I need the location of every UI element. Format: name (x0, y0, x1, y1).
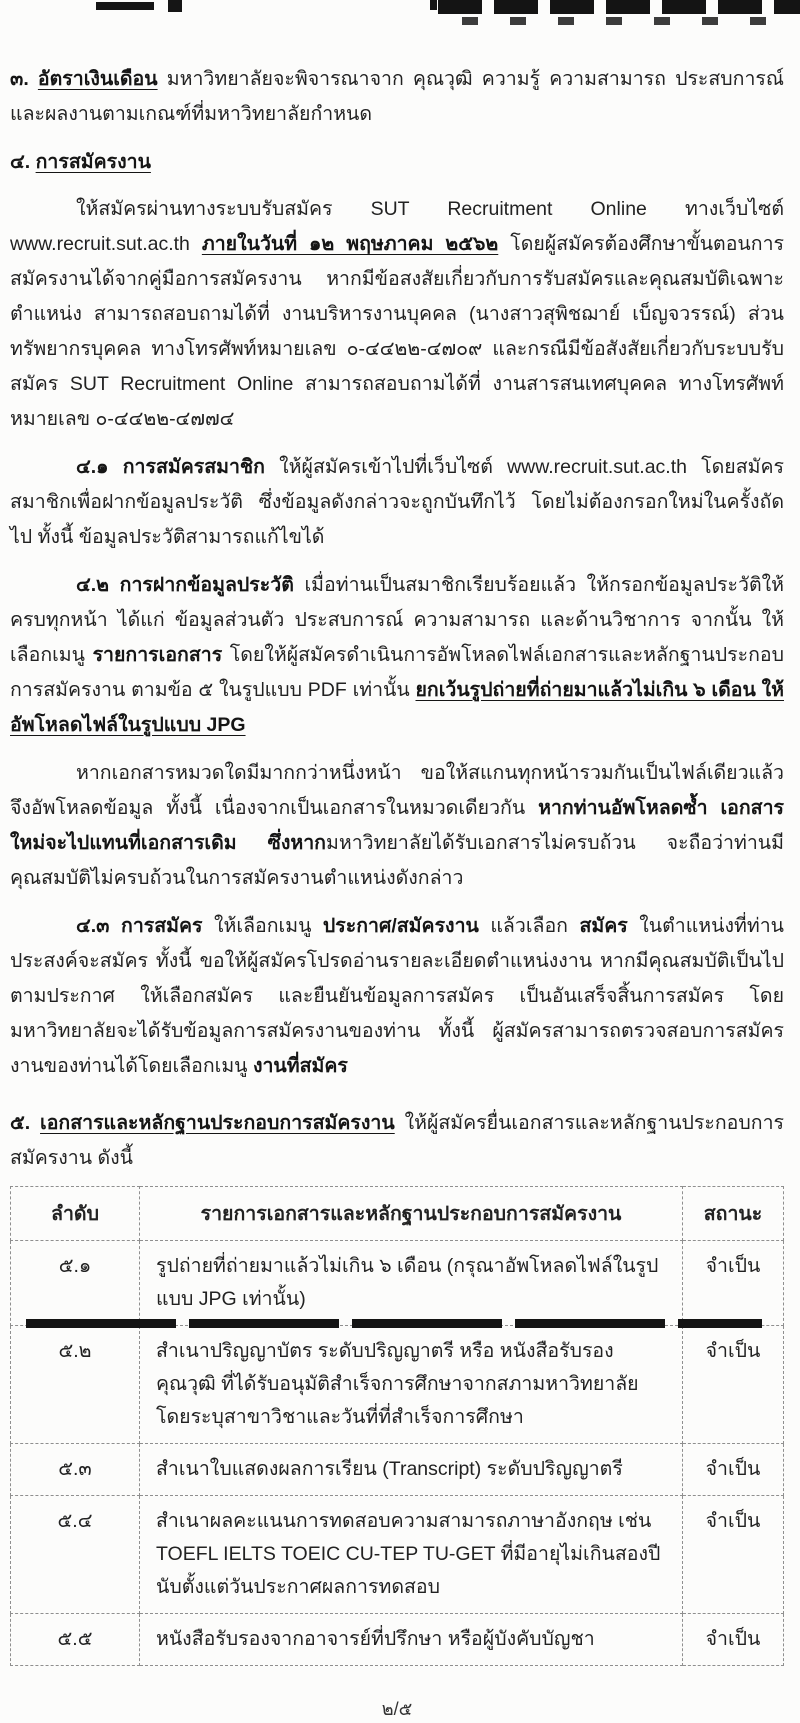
cell-no: ๕.๔ (11, 1496, 140, 1614)
text-run: หากท่านอัพโหลดซ้ำ เอกสารใหม่จะไปแทนที่เอกสารเดิม ซึ่งหาก (10, 797, 784, 854)
column-header-order: ลำดับ (11, 1187, 140, 1241)
scan-artifact-bottom-bar (26, 1319, 762, 1328)
table-row (11, 1614, 784, 1666)
text-run: ให้ผู้สมัครเข้าไปที่เว็บไซต์ www.recruit.sut.ac.th โดยสมัครสมาชิกเพื่อฝากข้อมูลประวัติ ซึ่งข้อมูลดังกล่าวจะถูกบันทึกไว้ โดยไม่ต้องกรอกใหม่ในครั้งถัดไป ทั้งนี้ ข้อมูลประวัติสามารถแก้ไขได้ (10, 456, 784, 548)
documents-table-header-row (11, 1187, 784, 1241)
cell-no: ๕.๓ (11, 1444, 140, 1496)
cell-no: ๕.๒ (11, 1326, 140, 1444)
cell-status: จำเป็น (683, 1326, 784, 1444)
section-3-salary (10, 62, 784, 132)
text-run: ๓. (10, 68, 38, 90)
table-row (11, 1326, 784, 1444)
text-run: ให้เลือกเมนู (202, 915, 323, 937)
cell-item: สำเนาผลคะแนนการทดสอบความสามารถภาษาอังกฤษ เช่น TOEFL IELTS TOEIC CU-TEP TU-GET ที่มีอายุไม่เกินสองปีนับตั้งแต่วันประกาศผลการทดสอบ (140, 1496, 683, 1614)
scan-artifact (430, 0, 437, 10)
text-run: ภายในวันที่ ๑๒ พฤษภาคม ๒๕๖๒ (201, 233, 499, 255)
text-run: การสมัครงาน (35, 151, 151, 173)
section-4-1-membership (10, 450, 784, 555)
text-run: ๔.๓ การสมัคร (76, 915, 203, 937)
scan-artifact (168, 0, 182, 12)
text-run: มหาวิทยาลัยได้รับเอกสารไม่ครบถ้วน จะถือว่าท่านมีคุณสมบัติไม่ครบถ้วนในการสมัครงานตำแหน่งดังกล่าว (10, 832, 784, 889)
text-run: ในตำแหน่งที่ท่านประสงค์จะสมัคร ทั้งนี้ ขอให้ผู้สมัครโปรดอ่านรายละเอียดตำแหน่งงาน หากมีคุณสมบัติเป็นไปตามประกาศ ให้เลือกสมัคร และยืนยันข้อมูลการสมัคร เป็นอันเสร็จสิ้นการสมัคร โดยมหาวิทยาลัยจะได้รับข้อมูลการสมัครงานของท่าน ทั้งนี้ ผู้สมัครสามารถตรวจสอบการสมัครงานของท่านได้โดยเลือกเมนู (10, 915, 784, 1077)
text-run: ให้ผู้สมัครยื่นเอกสารและหลักฐานประกอบการสมัครงาน ดังนี้ (10, 1112, 784, 1169)
text-run: เอกสารและหลักฐานประกอบการสมัครงาน (40, 1112, 395, 1134)
section-4-3-apply (10, 909, 784, 1084)
text-run: ๕. (10, 1112, 41, 1134)
text-run: ยกเว้นรูปถ่ายที่ถ่ายมาแล้วไม่เกิน ๖ เดือน ให้อัพโหลดไฟล์ในรูปแบบ JPG (10, 679, 784, 736)
scan-artifact-top-bar-secondary (462, 17, 792, 25)
section-4-heading (10, 145, 784, 180)
cell-item: สำเนาใบแสดงผลการเรียน (Transcript) ระดับปริญญาตรี (140, 1444, 683, 1496)
section-4-intro (10, 192, 784, 437)
text-run: ประกาศ/สมัครงาน (322, 915, 479, 937)
table-row (11, 1241, 784, 1326)
text-run: รายการเอกสาร (92, 644, 223, 666)
text-run: โดยให้ผู้สมัครดำเนินการอัพโหลดไฟล์เอกสารและหลักฐานประกอบการสมัครงาน ตามข้อ ๕ ในรูปแบบ PDF เท่านั้น (10, 644, 784, 701)
cell-no: ๕.๑ (11, 1241, 140, 1326)
section-4-2-scan-note (10, 756, 784, 896)
cell-status: จำเป็น (683, 1614, 784, 1666)
text-run: ๔. (10, 151, 36, 173)
documents-table-body (11, 1241, 784, 1666)
text-run: อัตราเงินเดือน (37, 68, 158, 90)
cell-item: หนังสือรับรองจากอาจารย์ที่ปรึกษา หรือผู้บังคับบัญชา (140, 1614, 683, 1666)
text-run: เมื่อท่านเป็นสมาชิกเรียบร้อยแล้ว ให้กรอกข้อมูลประวัติให้ครบทุกหน้า ได้แก่ ข้อมูลส่วนตัว ประสบการณ์ ความสามารถ และด้านวิชาการ จากนั้น ให้เลือกเมนู (10, 574, 784, 666)
section-4-2-profile (10, 568, 784, 743)
scan-artifact (96, 2, 154, 10)
cell-item: รูปถ่ายที่ถ่ายมาแล้วไม่เกิน ๖ เดือน (กรุณาอัพโหลดไฟล์ในรูปแบบ JPG เท่านั้น) (140, 1241, 683, 1326)
text-run: ให้สมัครผ่านทางระบบรับสมัคร SUT Recruitment Online ทางเว็บไซต์ www.recruit.sut.ac.th (10, 198, 784, 255)
page-number: ๒/๕ (381, 1699, 413, 1719)
text-run: ๔.๒ การฝากข้อมูลประวัติ (76, 574, 294, 596)
text-run: งานที่สมัคร (252, 1055, 348, 1077)
text-run: หากเอกสารหมวดใดมีมากกว่าหนึ่งหน้า ขอให้สแกนทุกหน้ารวมกันเป็นไฟล์เดียวแล้วจึงอัพโหลดข้อมูล ทั้งนี้ เนื่องจากเป็นเอกสารในหมวดเดียวกัน (10, 762, 784, 819)
table-row (11, 1444, 784, 1496)
text-run: ๔.๑ การสมัครสมาชิก (76, 456, 265, 478)
cell-status: จำเป็น (683, 1241, 784, 1326)
documents-table (10, 1186, 784, 1666)
column-header-item: รายการเอกสารและหลักฐานประกอบการสมัครงาน (140, 1187, 683, 1241)
text-run: มหาวิทยาลัยจะพิจารณาจาก คุณวุฒิ ความรู้ ความสามารถ ประสบการณ์และผลงานตามเกณฑ์ที่มหาวิทยาลัยกำหนด (10, 68, 784, 125)
document-body (10, 62, 784, 1176)
cell-item: สำเนาปริญญาบัตร ระดับปริญญาตรี หรือ หนังสือรับรองคุณวุฒิ ที่ได้รับอนุมัติสำเร็จการศึกษาจากสภามหาวิทยาลัย โดยระบุสาขาวิชาและวันที่ที่สำเร็จการศึกษา (140, 1326, 683, 1444)
text-run: สมัคร (579, 915, 628, 937)
cell-status: จำเป็น (683, 1444, 784, 1496)
text-run: โดยผู้สมัครต้องศึกษาขั้นตอนการสมัครงานได้จากคู่มือการสมัครงาน หากมีข้อสงสัยเกี่ยวกับการรับสมัครและคุณสมบัติเฉพาะตำแหน่ง สามารถสอบถามได้ที่ งานบริหารงานบุคคล (นางสาวสุพิชฌาย์ เบ็ญจวรรณ์) ส่วนทรัพยากรบุคคล ทางโทรศัพท์หมายเลข ๐-๔๔๒๒-๔๗๐๙ และกรณีมีข้อสังสัยเกี่ยวกับระบบรับสมัคร SUT Recruitment Online สามารถสอบถามได้ที่ งานสารสนเทศบุคคล ทางโทรศัพท์หมายเลข ๐-๔๔๒๒-๔๗๗๔ (10, 233, 784, 430)
cell-no: ๕.๕ (11, 1614, 140, 1666)
table-row (11, 1496, 784, 1614)
text-run: แล้วเลือก (478, 915, 580, 937)
cell-status: จำเป็น (683, 1496, 784, 1614)
section-5-heading (10, 1106, 784, 1176)
scan-artifact-top-bar (438, 0, 800, 14)
column-header-status: สถานะ (683, 1187, 784, 1241)
